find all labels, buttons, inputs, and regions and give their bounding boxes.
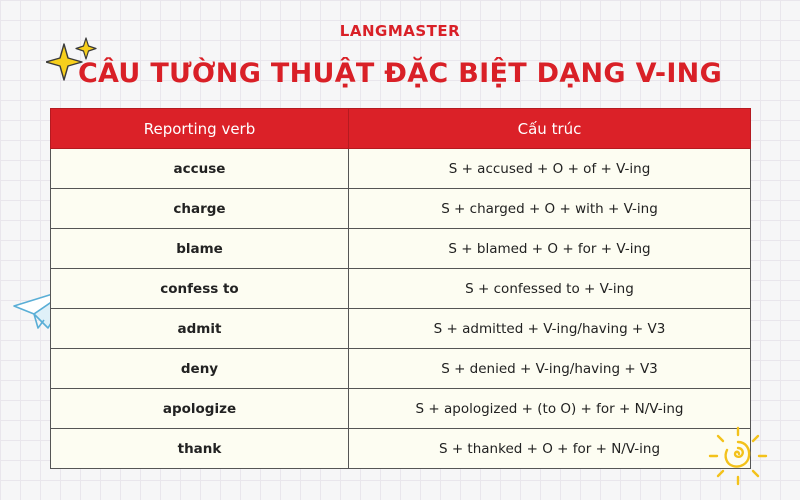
- page-title: CÂU TƯỜNG THUẬT ĐẶC BIỆT DẠNG V-ING: [77, 58, 723, 89]
- structure-cell: S + thanked + O + for + N/V-ing: [349, 429, 751, 469]
- reporting-verb-cell: apologize: [51, 389, 349, 429]
- column-header-reporting-verb: Reporting verb: [51, 109, 349, 149]
- table-header-row: [51, 109, 751, 149]
- structure-cell: S + accused + O + of + V-ing: [349, 149, 751, 189]
- reporting-verb-cell: charge: [51, 189, 349, 229]
- reporting-verb-cell: deny: [51, 349, 349, 389]
- table-row: [51, 269, 751, 309]
- structure-cell: S + charged + O + with + V-ing: [349, 189, 751, 229]
- column-header-structure: Cấu trúc: [349, 109, 751, 149]
- structure-cell: S + denied + V-ing/having + V3: [349, 349, 751, 389]
- table-row: [51, 349, 751, 389]
- reporting-verb-cell: thank: [51, 429, 349, 469]
- structure-cell: S + blamed + O + for + V-ing: [349, 229, 751, 269]
- table-row: [51, 189, 751, 229]
- structure-cell: S + admitted + V-ing/having + V3: [349, 309, 751, 349]
- table-row: [51, 229, 751, 269]
- structure-cell: S + apologized + (to O) + for + N/V-ing: [349, 389, 751, 429]
- structure-cell: S + confessed to + V-ing: [349, 269, 751, 309]
- reporting-verb-cell: admit: [51, 309, 349, 349]
- reporting-verb-cell: confess to: [51, 269, 349, 309]
- reporting-verb-cell: blame: [51, 229, 349, 269]
- reporting-verb-table: [50, 108, 751, 469]
- table-row: [51, 429, 751, 469]
- reporting-verb-cell: accuse: [51, 149, 349, 189]
- sun-icon: [706, 424, 770, 488]
- table-row: [51, 149, 751, 189]
- table-row: [51, 389, 751, 429]
- table-row: [51, 309, 751, 349]
- brand-logo: LANGMASTER: [339, 22, 461, 40]
